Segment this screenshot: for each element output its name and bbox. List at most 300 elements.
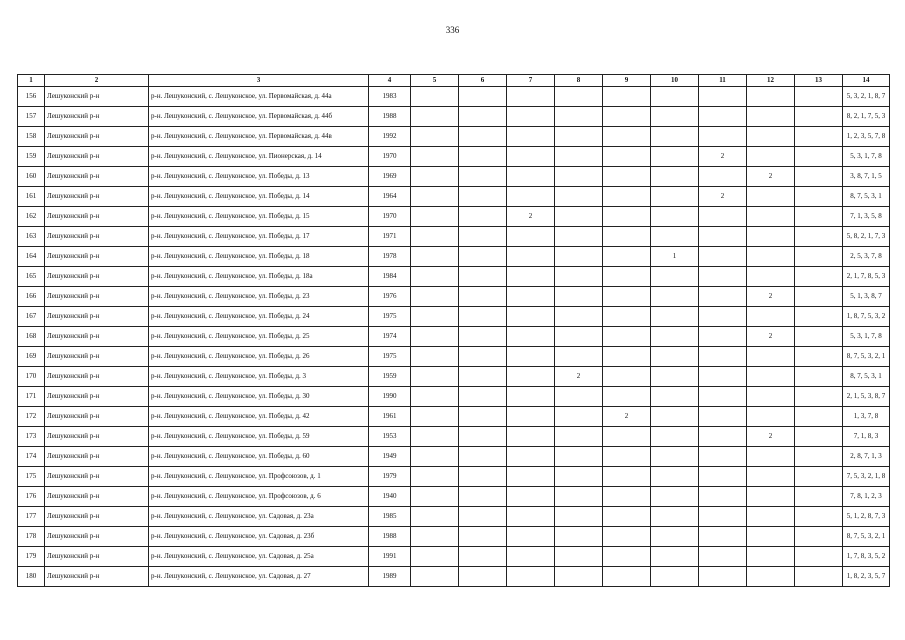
value-cell-col-12 [747,547,795,567]
value-cell-col-5 [411,487,459,507]
district-cell: Лешуконский р-н [45,447,149,467]
year-cell: 1979 [369,467,411,487]
district-cell: Лешуконский р-н [45,187,149,207]
value-cell-col-10 [651,527,699,547]
value-cell-col-7 [507,547,555,567]
year-cell: 1975 [369,307,411,327]
column-header-9: 9 [603,75,651,87]
district-cell: Лешуконский р-н [45,247,149,267]
row-number: 166 [18,287,45,307]
table-row [18,347,890,367]
value-cell-col-6 [459,107,507,127]
value-cell-col-6 [459,327,507,347]
sequence-cell: 2, 5, 3, 7, 8 [843,247,890,267]
column-header-8: 8 [555,75,603,87]
table-row [18,467,890,487]
value-cell-col-9: 2 [603,407,651,427]
value-cell-col-6 [459,307,507,327]
value-cell-col-8 [555,87,603,107]
year-cell: 1961 [369,407,411,427]
district-cell: Лешуконский р-н [45,327,149,347]
table-row [18,387,890,407]
row-number: 171 [18,387,45,407]
value-cell-col-5 [411,567,459,587]
address-cell: р-н. Лешуконский, с. Лешуконское, ул. Первомайская, д. 44в [149,127,369,147]
value-cell-col-13 [795,127,843,147]
sequence-cell: 5, 3, 1, 7, 8 [843,147,890,167]
value-cell-col-13 [795,87,843,107]
address-cell: р-н. Лешуконский, с. Лешуконское, ул. Профсоюзов, д. 6 [149,487,369,507]
table-row [18,427,890,447]
value-cell-col-13 [795,347,843,367]
value-cell-col-11 [699,547,747,567]
value-cell-col-11 [699,227,747,247]
value-cell-col-9 [603,327,651,347]
address-cell: р-н. Лешуконский, с. Лешуконское, ул. Садовая, д. 23а [149,507,369,527]
value-cell-col-8: 2 [555,367,603,387]
district-cell: Лешуконский р-н [45,387,149,407]
sequence-cell: 7, 5, 3, 2, 1, 8 [843,467,890,487]
value-cell-col-13 [795,267,843,287]
value-cell-col-7 [507,327,555,347]
address-cell: р-н. Лешуконский, с. Лешуконское, ул. Профсоюзов, д. 1 [149,467,369,487]
sequence-cell: 7, 1, 8, 3 [843,427,890,447]
table-row [18,507,890,527]
value-cell-col-10: 1 [651,247,699,267]
value-cell-col-11 [699,327,747,347]
table-row [18,547,890,567]
district-cell: Лешуконский р-н [45,567,149,587]
value-cell-col-6 [459,427,507,447]
value-cell-col-9 [603,147,651,167]
year-cell: 1974 [369,327,411,347]
value-cell-col-6 [459,367,507,387]
address-cell: р-н. Лешуконский, с. Лешуконское, ул. Победы, д. 14 [149,187,369,207]
district-cell: Лешуконский р-н [45,467,149,487]
value-cell-col-5 [411,527,459,547]
value-cell-col-8 [555,247,603,267]
value-cell-col-13 [795,467,843,487]
district-cell: Лешуконский р-н [45,547,149,567]
value-cell-col-9 [603,287,651,307]
value-cell-col-12 [747,227,795,247]
row-number: 160 [18,167,45,187]
value-cell-col-6 [459,507,507,527]
value-cell-col-10 [651,167,699,187]
value-cell-col-13 [795,327,843,347]
row-number: 177 [18,507,45,527]
value-cell-col-11 [699,507,747,527]
value-cell-col-10 [651,487,699,507]
table-row [18,367,890,387]
value-cell-col-12 [747,247,795,267]
value-cell-col-9 [603,547,651,567]
value-cell-col-12 [747,127,795,147]
value-cell-col-12 [747,107,795,127]
column-header-7: 7 [507,75,555,87]
value-cell-col-5 [411,287,459,307]
sequence-cell: 5, 8, 2, 1, 7, 3 [843,227,890,247]
address-cell: р-н. Лешуконский, с. Лешуконское, ул. Победы, д. 13 [149,167,369,187]
value-cell-col-11 [699,407,747,427]
value-cell-col-10 [651,307,699,327]
value-cell-col-8 [555,327,603,347]
value-cell-col-9 [603,347,651,367]
address-cell: р-н. Лешуконский, с. Лешуконское, ул. Победы, д. 18 [149,247,369,267]
value-cell-col-6 [459,567,507,587]
district-cell: Лешуконский р-н [45,287,149,307]
value-cell-col-6 [459,547,507,567]
value-cell-col-7 [507,467,555,487]
value-cell-col-5 [411,107,459,127]
year-cell: 1992 [369,127,411,147]
table-row [18,247,890,267]
value-cell-col-11 [699,347,747,367]
table-row [18,107,890,127]
value-cell-col-6 [459,467,507,487]
value-cell-col-7 [507,227,555,247]
row-number: 163 [18,227,45,247]
row-number: 180 [18,567,45,587]
row-number: 178 [18,527,45,547]
district-cell: Лешуконский р-н [45,307,149,327]
value-cell-col-5 [411,447,459,467]
value-cell-col-8 [555,527,603,547]
value-cell-col-5 [411,167,459,187]
value-cell-col-9 [603,467,651,487]
year-cell: 1940 [369,487,411,507]
column-header-12: 12 [747,75,795,87]
row-number: 157 [18,107,45,127]
sequence-cell: 5, 1, 3, 8, 7 [843,287,890,307]
value-cell-col-11 [699,267,747,287]
address-cell: р-н. Лешуконский, с. Лешуконское, ул. Победы, д. 18а [149,267,369,287]
value-cell-col-9 [603,427,651,447]
value-cell-col-11 [699,167,747,187]
value-cell-col-9 [603,187,651,207]
column-header-13: 13 [795,75,843,87]
year-cell: 1964 [369,187,411,207]
value-cell-col-5 [411,267,459,287]
value-cell-col-8 [555,307,603,327]
value-cell-col-10 [651,407,699,427]
value-cell-col-8 [555,547,603,567]
year-cell: 1985 [369,507,411,527]
year-cell: 1959 [369,367,411,387]
value-cell-col-9 [603,367,651,387]
value-cell-col-7 [507,187,555,207]
value-cell-col-10 [651,147,699,167]
address-cell: р-н. Лешуконский, с. Лешуконское, ул. Победы, д. 30 [149,387,369,407]
value-cell-col-11 [699,567,747,587]
value-cell-col-12 [747,387,795,407]
value-cell-col-6 [459,347,507,367]
sequence-cell: 8, 7, 5, 3, 1 [843,367,890,387]
value-cell-col-7 [507,247,555,267]
table-row [18,407,890,427]
value-cell-col-10 [651,447,699,467]
column-header-6: 6 [459,75,507,87]
value-cell-col-12: 2 [747,427,795,447]
value-cell-col-12 [747,207,795,227]
value-cell-col-11: 2 [699,187,747,207]
value-cell-col-6 [459,167,507,187]
value-cell-col-12 [747,307,795,327]
value-cell-col-5 [411,227,459,247]
value-cell-col-10 [651,467,699,487]
value-cell-col-13 [795,187,843,207]
row-number: 175 [18,467,45,487]
sequence-cell: 7, 1, 3, 5, 8 [843,207,890,227]
value-cell-col-11 [699,487,747,507]
row-number: 179 [18,547,45,567]
value-cell-col-9 [603,387,651,407]
value-cell-col-13 [795,107,843,127]
value-cell-col-11: 2 [699,147,747,167]
value-cell-col-13 [795,207,843,227]
value-cell-col-9 [603,527,651,547]
value-cell-col-8 [555,287,603,307]
row-number: 172 [18,407,45,427]
value-cell-col-7 [507,487,555,507]
value-cell-col-5 [411,407,459,427]
value-cell-col-13 [795,247,843,267]
value-cell-col-7 [507,107,555,127]
table-row [18,487,890,507]
table-row [18,267,890,287]
table-row [18,327,890,347]
value-cell-col-5 [411,367,459,387]
value-cell-col-6 [459,227,507,247]
value-cell-col-12 [747,87,795,107]
address-cell: р-н. Лешуконский, с. Лешуконское, ул. Победы, д. 25 [149,327,369,347]
value-cell-col-9 [603,127,651,147]
address-cell: р-н. Лешуконский, с. Лешуконское, ул. Победы, д. 23 [149,287,369,307]
value-cell-col-11 [699,287,747,307]
value-cell-col-12 [747,467,795,487]
value-cell-col-10 [651,227,699,247]
value-cell-col-9 [603,227,651,247]
column-header-5: 5 [411,75,459,87]
value-cell-col-5 [411,307,459,327]
sequence-cell: 7, 8, 1, 2, 3 [843,487,890,507]
sequence-cell: 5, 1, 2, 8, 7, 3 [843,507,890,527]
value-cell-col-5 [411,387,459,407]
value-cell-col-6 [459,387,507,407]
row-number: 165 [18,267,45,287]
row-number: 176 [18,487,45,507]
value-cell-col-9 [603,507,651,527]
year-cell: 1984 [369,267,411,287]
row-number: 164 [18,247,45,267]
sequence-cell: 8, 7, 5, 3, 1 [843,187,890,207]
value-cell-col-5 [411,347,459,367]
value-cell-col-10 [651,127,699,147]
year-cell: 1989 [369,567,411,587]
value-cell-col-9 [603,247,651,267]
sequence-cell: 8, 7, 5, 3, 2, 1 [843,347,890,367]
value-cell-col-8 [555,167,603,187]
address-cell: р-н. Лешуконский, с. Лешуконское, ул. Победы, д. 42 [149,407,369,427]
value-cell-col-10 [651,507,699,527]
value-cell-col-10 [651,567,699,587]
row-number: 173 [18,427,45,447]
value-cell-col-10 [651,207,699,227]
year-cell: 1970 [369,147,411,167]
value-cell-col-6 [459,207,507,227]
year-cell: 1953 [369,427,411,447]
address-cell: р-н. Лешуконский, с. Лешуконское, ул. Садовая, д. 27 [149,567,369,587]
address-cell: р-н. Лешуконский, с. Лешуконское, ул. Пионерская, д. 14 [149,147,369,167]
value-cell-col-12: 2 [747,327,795,347]
sequence-cell: 2, 1, 5, 3, 8, 7 [843,387,890,407]
year-cell: 1988 [369,527,411,547]
value-cell-col-6 [459,487,507,507]
row-number: 167 [18,307,45,327]
sequence-cell: 5, 3, 1, 7, 8 [843,327,890,347]
year-cell: 1988 [369,107,411,127]
value-cell-col-12: 2 [747,167,795,187]
value-cell-col-8 [555,227,603,247]
value-cell-col-10 [651,267,699,287]
address-cell: р-н. Лешуконский, с. Лешуконское, ул. Победы, д. 17 [149,227,369,247]
value-cell-col-7 [507,347,555,367]
district-cell: Лешуконский р-н [45,487,149,507]
value-cell-col-8 [555,447,603,467]
address-cell: р-н. Лешуконский, с. Лешуконское, ул. Победы, д. 24 [149,307,369,327]
value-cell-col-8 [555,207,603,227]
district-cell: Лешуконский р-н [45,407,149,427]
value-cell-col-11 [699,427,747,447]
value-cell-col-11 [699,247,747,267]
value-cell-col-9 [603,87,651,107]
value-cell-col-8 [555,107,603,127]
value-cell-col-12 [747,347,795,367]
value-cell-col-11 [699,307,747,327]
value-cell-col-6 [459,447,507,467]
value-cell-col-9 [603,447,651,467]
address-cell: р-н. Лешуконский, с. Лешуконское, ул. Победы, д. 60 [149,447,369,467]
address-cell: р-н. Лешуконский, с. Лешуконское, ул. Победы, д. 3 [149,367,369,387]
sequence-cell: 1, 8, 7, 5, 3, 2 [843,307,890,327]
value-cell-col-7 [507,447,555,467]
value-cell-col-5 [411,187,459,207]
value-cell-col-7: 2 [507,207,555,227]
year-cell: 1970 [369,207,411,227]
column-header-2: 2 [45,75,149,87]
value-cell-col-5 [411,467,459,487]
value-cell-col-13 [795,307,843,327]
value-cell-col-7 [507,427,555,447]
value-cell-col-8 [555,487,603,507]
column-header-3: 3 [149,75,369,87]
value-cell-col-11 [699,387,747,407]
value-cell-col-13 [795,367,843,387]
table-row [18,447,890,467]
district-cell: Лешуконский р-н [45,107,149,127]
sequence-cell: 2, 8, 7, 1, 3 [843,447,890,467]
value-cell-col-8 [555,267,603,287]
sequence-cell: 1, 7, 8, 3, 5, 2 [843,547,890,567]
value-cell-col-8 [555,147,603,167]
value-cell-col-13 [795,487,843,507]
value-cell-col-7 [507,87,555,107]
value-cell-col-10 [651,287,699,307]
value-cell-col-13 [795,567,843,587]
header-row [18,75,890,87]
value-cell-col-12 [747,267,795,287]
district-cell: Лешуконский р-н [45,167,149,187]
address-cell: р-н. Лешуконский, с. Лешуконское, ул. Первомайская, д. 44б [149,107,369,127]
value-cell-col-10 [651,367,699,387]
district-cell: Лешуконский р-н [45,427,149,447]
row-number: 174 [18,447,45,467]
row-number: 170 [18,367,45,387]
value-cell-col-12 [747,507,795,527]
year-cell: 1990 [369,387,411,407]
value-cell-col-7 [507,407,555,427]
value-cell-col-12 [747,487,795,507]
value-cell-col-6 [459,247,507,267]
value-cell-col-6 [459,527,507,547]
value-cell-col-10 [651,347,699,367]
value-cell-col-11 [699,107,747,127]
table-row [18,167,890,187]
value-cell-col-9 [603,487,651,507]
value-cell-col-10 [651,427,699,447]
value-cell-col-10 [651,547,699,567]
sequence-cell: 1, 3, 7, 8 [843,407,890,427]
value-cell-col-7 [507,507,555,527]
address-cell: р-н. Лешуконский, с. Лешуконское, ул. Победы, д. 59 [149,427,369,447]
row-number: 159 [18,147,45,167]
value-cell-col-13 [795,527,843,547]
value-cell-col-12: 2 [747,287,795,307]
value-cell-col-8 [555,127,603,147]
value-cell-col-13 [795,387,843,407]
value-cell-col-12 [747,527,795,547]
column-header-4: 4 [369,75,411,87]
value-cell-col-11 [699,127,747,147]
year-cell: 1991 [369,547,411,567]
table-row [18,567,890,587]
value-cell-col-13 [795,147,843,167]
value-cell-col-12 [747,147,795,167]
value-cell-col-7 [507,267,555,287]
value-cell-col-6 [459,127,507,147]
table-row [18,187,890,207]
district-cell: Лешуконский р-н [45,367,149,387]
value-cell-col-12 [747,447,795,467]
value-cell-col-7 [507,147,555,167]
value-cell-col-8 [555,467,603,487]
column-header-11: 11 [699,75,747,87]
value-cell-col-5 [411,87,459,107]
row-number: 169 [18,347,45,367]
year-cell: 1949 [369,447,411,467]
value-cell-col-12 [747,367,795,387]
district-cell: Лешуконский р-н [45,127,149,147]
value-cell-col-6 [459,147,507,167]
row-number: 161 [18,187,45,207]
value-cell-col-10 [651,327,699,347]
district-cell: Лешуконский р-н [45,347,149,367]
value-cell-col-11 [699,527,747,547]
column-header-10: 10 [651,75,699,87]
row-number: 158 [18,127,45,147]
district-cell: Лешуконский р-н [45,227,149,247]
table-row [18,527,890,547]
